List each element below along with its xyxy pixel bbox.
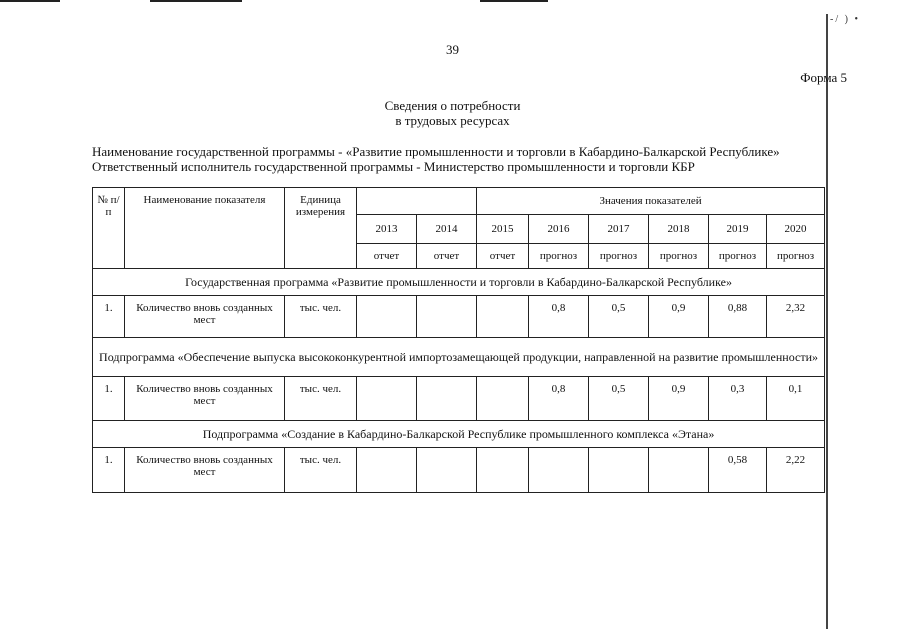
header-unit: Единица измерения <box>285 188 357 269</box>
value-cell <box>417 377 477 421</box>
row-name: Количество вновь созданных мест <box>125 448 285 493</box>
top-rule <box>150 0 242 2</box>
value-cell: 0,8 <box>529 296 589 338</box>
value-cell <box>529 448 589 493</box>
value-cell <box>477 377 529 421</box>
type-cell: отчет <box>417 244 477 269</box>
header-blank <box>357 188 477 215</box>
year-cell: 2020 <box>767 215 825 244</box>
value-cell: 0,58 <box>709 448 767 493</box>
year-cell: 2013 <box>357 215 417 244</box>
section-title: Подпрограмма «Создание в Кабардино-Балкарской Республике промышленного комплекса «Этана» <box>93 421 825 448</box>
value-cell: 0,3 <box>709 377 767 421</box>
value-cell <box>417 296 477 338</box>
year-cell: 2016 <box>529 215 589 244</box>
value-cell <box>477 448 529 493</box>
type-cell: прогноз <box>649 244 709 269</box>
type-cell: прогноз <box>589 244 649 269</box>
document-title <box>0 98 905 128</box>
row-num: 1. <box>93 296 125 338</box>
row-num: 1. <box>93 377 125 421</box>
value-cell: 2,32 <box>767 296 825 338</box>
corner-mark: -/ ) • <box>830 14 860 25</box>
year-cell: 2014 <box>417 215 477 244</box>
type-cell: прогноз <box>529 244 589 269</box>
table-row <box>93 377 825 421</box>
section-title: Государственная программа «Развитие промышленности и торговли в Кабардино-Балкарской Республике» <box>93 269 825 296</box>
value-cell: 0,88 <box>709 296 767 338</box>
type-cell: прогноз <box>767 244 825 269</box>
value-cell: 0,9 <box>649 296 709 338</box>
type-cell: отчет <box>357 244 417 269</box>
year-cell: 2015 <box>477 215 529 244</box>
value-cell <box>417 448 477 493</box>
header-row <box>93 188 825 215</box>
type-cell: отчет <box>477 244 529 269</box>
year-cell: 2017 <box>589 215 649 244</box>
row-unit: тыс. чел. <box>285 448 357 493</box>
resources-table <box>92 187 825 493</box>
year-cell: 2019 <box>709 215 767 244</box>
value-cell <box>589 448 649 493</box>
title-line: в трудовых ресурсах <box>395 113 510 128</box>
row-unit: тыс. чел. <box>285 377 357 421</box>
table-row <box>93 296 825 338</box>
value-cell <box>357 377 417 421</box>
value-cell: 0,5 <box>589 377 649 421</box>
table-row <box>93 448 825 493</box>
top-rule <box>480 0 548 2</box>
value-cell: 0,1 <box>767 377 825 421</box>
program-info <box>92 144 780 174</box>
row-unit: тыс. чел. <box>285 296 357 338</box>
section-row <box>93 269 825 296</box>
page-number: 39 <box>446 42 459 57</box>
title-line: Сведения о потребности <box>384 98 521 113</box>
value-cell <box>649 448 709 493</box>
responsible-executor: Ответственный исполнитель государственной программы - Министерство промышленности и торговли КБР <box>92 159 695 174</box>
year-cell: 2018 <box>649 215 709 244</box>
top-rule <box>0 0 60 2</box>
section-title: Подпрограмма «Обеспечение выпуска высококонкурентной импортозамещающей продукции, направленной на развитие промышленности» <box>93 338 825 377</box>
section-row <box>93 338 825 377</box>
row-name: Количество вновь созданных мест <box>125 296 285 338</box>
value-cell: 0,9 <box>649 377 709 421</box>
value-cell: 0,5 <box>589 296 649 338</box>
value-cell <box>357 448 417 493</box>
value-cell <box>477 296 529 338</box>
type-cell: прогноз <box>709 244 767 269</box>
program-name: Наименование государственной программы - «Развитие промышленности и торговли в Кабардино-Балкарской Республике» <box>92 144 780 159</box>
header-values-group: Значения показателей <box>477 188 825 215</box>
section-row <box>93 421 825 448</box>
value-cell <box>357 296 417 338</box>
value-cell: 0,8 <box>529 377 589 421</box>
value-cell: 2,22 <box>767 448 825 493</box>
row-name: Количество вновь созданных мест <box>125 377 285 421</box>
header-num: № п/п <box>93 188 125 269</box>
form-label: Форма 5 <box>800 70 847 85</box>
row-num: 1. <box>93 448 125 493</box>
header-name: Наименование показателя <box>125 188 285 269</box>
